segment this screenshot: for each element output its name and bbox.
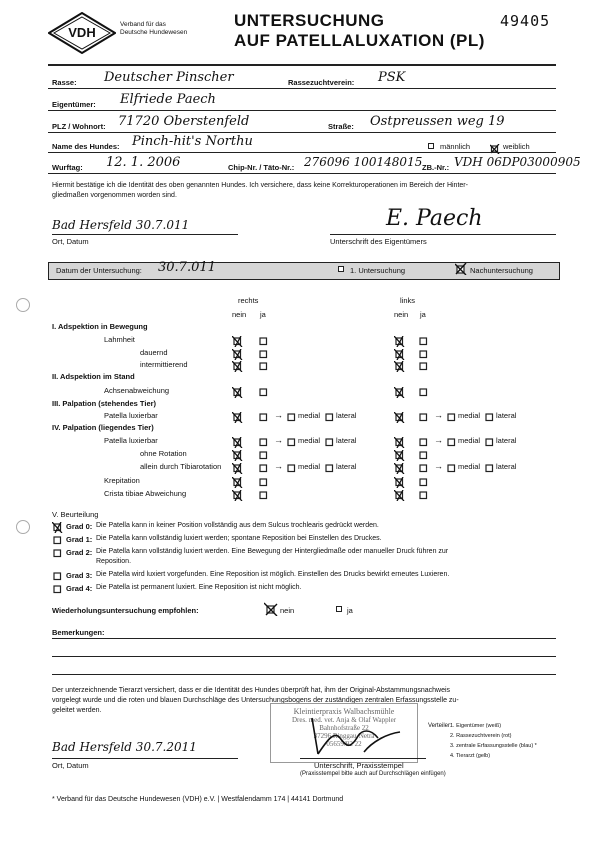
rechts-medial-label: medial xyxy=(298,436,321,445)
rechts-nein-checkbox[interactable] xyxy=(232,385,243,396)
grade-2-text: Die Patella kann vollständig luxiert werden. Eine Bewegung der Hintergliedmaße oder manueller Druck führen zur xyxy=(96,548,449,555)
grade-0-checkbox[interactable] xyxy=(52,520,63,531)
rechts-medial-checkbox[interactable] xyxy=(286,461,297,472)
grade-4-label: Grad 4: xyxy=(66,584,93,593)
maennlich-checkbox[interactable] xyxy=(428,143,434,149)
exam-date-label: Datum der Untersuchung: xyxy=(56,266,142,275)
grade-0-label: Grad 0: xyxy=(66,522,93,531)
rechts-nein-checkbox[interactable] xyxy=(232,448,243,459)
verteiler-item: 3. zentrale Erfassungsstelle (blau) * xyxy=(450,743,537,749)
rasse-label: Rasse: xyxy=(52,78,77,87)
rechts-nein-checkbox[interactable] xyxy=(232,334,243,345)
first-exam-checkbox[interactable] xyxy=(338,266,344,272)
punch-hole-bottom xyxy=(16,520,30,534)
owner-place-date-label: Ort, Datum xyxy=(52,237,89,246)
owner-signature[interactable]: E. Paech xyxy=(386,206,483,231)
grade-1-text: Die Patella kann vollständig luxiert werden; spontane Reposition bei Einstellen des Druckes. xyxy=(96,535,382,542)
links-lateral-checkbox[interactable] xyxy=(484,410,495,421)
links-medial-label: medial xyxy=(458,436,481,445)
repeat-no-checkbox[interactable] xyxy=(264,602,278,616)
rechts-arrow: → xyxy=(274,435,283,445)
follow-up-checkbox[interactable] xyxy=(455,262,467,274)
links-arrow: → xyxy=(434,435,443,445)
grid-row-label: Patella luxierbar xyxy=(104,411,158,420)
remarks-line-3 xyxy=(52,674,556,675)
rechts-nein-checkbox[interactable] xyxy=(232,347,243,358)
grade-3-label: Grad 3: xyxy=(66,571,93,580)
org-name-line2: Deutsche Hundewesen xyxy=(120,29,188,36)
follow-up-label: Nachuntersuchung xyxy=(470,266,533,275)
rechts-ja-checkbox[interactable] xyxy=(258,410,269,421)
links-ja-header: ja xyxy=(420,310,426,319)
grid-row-label: Krepitation xyxy=(104,476,140,485)
rechts-nein-checkbox[interactable] xyxy=(232,461,243,472)
form-title-line2: AUF PATELLALUXATION (PL) xyxy=(234,31,485,50)
name-label: Name des Hundes: xyxy=(52,142,120,151)
strasse-value[interactable]: Ostpreussen weg 19 xyxy=(370,114,505,129)
strasse-label: Straße: xyxy=(328,122,354,131)
plz-label: PLZ / Wohnort: xyxy=(52,122,106,131)
rechts-ja-checkbox[interactable] xyxy=(258,334,269,345)
links-nein-checkbox[interactable] xyxy=(394,334,405,345)
vet-signature-label: Unterschrift, Praxisstempel xyxy=(314,761,404,770)
grid-row-label: Patella luxierbar xyxy=(104,436,158,445)
wurftag-value[interactable]: 12. 1. 2006 xyxy=(106,155,181,170)
links-medial-label: medial xyxy=(458,411,481,420)
weiblich-checkbox[interactable] xyxy=(490,141,500,151)
form-title-line1: UNTERSUCHUNG xyxy=(234,11,385,30)
rechts-lateral-checkbox[interactable] xyxy=(324,410,335,421)
grade-2-checkbox[interactable] xyxy=(52,546,63,557)
links-arrow: → xyxy=(434,461,443,471)
declaration-line1: Hiermit bestätige ich die Identität des oben genannten Hundes. Ich versichere, dass keine Korrekturoperationen im Bereich der Hinter- xyxy=(52,182,468,189)
footer-address: * Verband für das Deutsche Hundewesen (VDH) e.V. | Westfalendamm 174 | 44141 Dortmund xyxy=(52,796,344,803)
links-nein-checkbox[interactable] xyxy=(394,488,405,499)
verteiler-item: 1. Eigentümer (weiß) xyxy=(450,723,502,729)
vdh-logo xyxy=(48,12,116,54)
links-nein-checkbox[interactable] xyxy=(394,359,405,370)
exam-date-value[interactable]: 30.7.011 xyxy=(158,260,216,275)
verteiler-label: Verteiler: xyxy=(428,723,452,729)
rechts-medial-checkbox[interactable] xyxy=(286,410,297,421)
declaration-line2: gliedmaßen vorgenommen worden sind. xyxy=(52,192,177,199)
maennlich-label: männlich xyxy=(440,142,471,151)
chip-value[interactable]: 276096 100148015 xyxy=(304,155,423,169)
rechts-lateral-label: lateral xyxy=(336,436,357,445)
links-nein-checkbox[interactable] xyxy=(394,410,405,421)
weiblich-label: weiblich xyxy=(503,142,530,151)
grid-row-label: IV. Palpation (liegendes Tier) xyxy=(52,423,154,432)
repeat-yes-label: ja xyxy=(347,606,353,615)
links-ja-checkbox[interactable] xyxy=(418,334,429,345)
vet-text-line1: Der unterzeichnende Tierarzt versichert, dass er die Identität des Hundes überprüft hat, ihm der Original-Abstammungsnachweis xyxy=(52,687,451,694)
rechts-lateral-label: lateral xyxy=(336,411,357,420)
rechts-medial-label: medial xyxy=(298,462,321,471)
rechts-ja-checkbox[interactable] xyxy=(258,475,269,486)
repeat-no-label: nein xyxy=(280,606,295,615)
zb-value[interactable]: VDH 06DP03000905 xyxy=(454,155,581,169)
zuchtverein-value[interactable]: PSK xyxy=(378,70,406,85)
grid-row-label: Achsenabweichung xyxy=(104,386,170,395)
beurteilung-title: V. Beurteilung xyxy=(52,510,99,519)
vet-place-date-label: Ort, Datum xyxy=(52,761,89,770)
logo-text: VDH xyxy=(68,25,96,40)
rechts-ja-checkbox[interactable] xyxy=(258,359,269,370)
links-lateral-checkbox[interactable] xyxy=(484,435,495,446)
grade-2-label: Grad 2: xyxy=(66,548,93,557)
wurftag-label: Wurftag: xyxy=(52,163,83,172)
rechts-ja-checkbox[interactable] xyxy=(258,448,269,459)
zuchtverein-label: Rassezuchtverein: xyxy=(288,78,355,87)
remarks-line-2 xyxy=(52,656,556,657)
rechts-ja-checkbox[interactable] xyxy=(258,385,269,396)
links-nein-header: nein xyxy=(394,310,409,319)
links-medial-label: medial xyxy=(458,462,481,471)
vet-text-line2: vorgelegt wurde und die roten und blauen Durchschläge des Untersuchungsbogens der zuständigen zentralen Erfassungsstelle zu- xyxy=(52,697,459,704)
links-nein-checkbox[interactable] xyxy=(394,347,405,358)
rechts-medial-checkbox[interactable] xyxy=(286,435,297,446)
links-arrow: → xyxy=(434,410,443,420)
rechts-lateral-checkbox[interactable] xyxy=(324,461,335,472)
links-medial-checkbox[interactable] xyxy=(446,410,457,421)
chip-label: Chip-Nr. / Täto-Nr.: xyxy=(228,163,295,172)
vet-signature[interactable] xyxy=(300,712,410,758)
eigentuemer-value[interactable]: Elfriede Paech xyxy=(120,92,216,107)
verteiler-item: 4. Tierarzt (gelb) xyxy=(450,753,491,759)
rechts-ja-checkbox[interactable] xyxy=(258,435,269,446)
links-medial-checkbox[interactable] xyxy=(446,461,457,472)
grade-1-label: Grad 1: xyxy=(66,535,93,544)
rechts-arrow: → xyxy=(274,410,283,420)
rechts-nein-checkbox[interactable] xyxy=(232,435,243,446)
plz-value[interactable]: 71720 Oberstenfeld xyxy=(118,114,250,129)
links-ja-checkbox[interactable] xyxy=(418,385,429,396)
grid-row-label: intermittierend xyxy=(140,360,188,369)
links-nein-checkbox[interactable] xyxy=(394,461,405,472)
rechts-ja-checkbox[interactable] xyxy=(258,461,269,472)
links-medial-checkbox[interactable] xyxy=(446,435,457,446)
grade-0-text: Die Patella kann in keiner Position vollständig aus dem Sulcus trochlearis gedrückt werden. xyxy=(96,522,379,529)
links-lateral-label: lateral xyxy=(496,411,517,420)
links-ja-checkbox[interactable] xyxy=(418,475,429,486)
grid-row-label: allein durch Tibiarotation xyxy=(140,462,222,471)
form-number: 49405 xyxy=(500,12,551,30)
links-ja-checkbox[interactable] xyxy=(418,461,429,472)
links-nein-checkbox[interactable] xyxy=(394,448,405,459)
eigentuemer-label: Eigentümer: xyxy=(52,100,96,109)
rechts-nein-header: nein xyxy=(232,310,247,319)
rechts-nein-checkbox[interactable] xyxy=(232,410,243,421)
name-value[interactable]: Pinch-hit's Northu xyxy=(132,134,253,149)
vet-signature-sublabel: (Praxisstempel bitte auch auf Durchschlägen einfügen) xyxy=(300,771,446,777)
links-header: links xyxy=(400,296,416,305)
links-ja-checkbox[interactable] xyxy=(418,410,429,421)
links-nein-checkbox[interactable] xyxy=(394,385,405,396)
links-ja-checkbox[interactable] xyxy=(418,347,429,358)
remarks-label: Bemerkungen: xyxy=(52,628,105,637)
links-ja-checkbox[interactable] xyxy=(418,435,429,446)
header-rule xyxy=(48,64,556,66)
grade-3-text: Die Patella wird luxiert vorgefunden. Eine Reposition ist möglich. Einstellen des Drucks bewirkt erneutes Luxieren. xyxy=(96,571,450,578)
grade-1-checkbox[interactable] xyxy=(52,533,63,544)
first-exam-label: 1. Untersuchung xyxy=(350,266,406,275)
grade-4-text: Die Patella ist permanent luxiert. Eine Reposition ist nicht möglich. xyxy=(96,584,302,591)
links-ja-checkbox[interactable] xyxy=(418,448,429,459)
repeat-yes-checkbox[interactable] xyxy=(336,606,342,612)
rechts-medial-label: medial xyxy=(298,411,321,420)
punch-hole-top xyxy=(16,298,30,312)
links-lateral-checkbox[interactable] xyxy=(484,461,495,472)
rechts-header: rechts xyxy=(238,296,259,305)
grid-row-label: ohne Rotation xyxy=(140,449,187,458)
grid-row-label: I. Adspektion in Bewegung xyxy=(52,322,148,331)
grade-2-text-cont: Reposition. xyxy=(96,558,132,565)
org-name-line1: Verband für das xyxy=(120,21,166,28)
links-nein-checkbox[interactable] xyxy=(394,475,405,486)
rechts-lateral-checkbox[interactable] xyxy=(324,435,335,446)
grid-row-label: III. Palpation (stehendes Tier) xyxy=(52,399,157,408)
grid-row-label: dauernd xyxy=(140,348,168,357)
rechts-lateral-label: lateral xyxy=(336,462,357,471)
rasse-value[interactable]: Deutscher Pinscher xyxy=(104,70,234,85)
owner-signature-label: Unterschrift des Eigentümers xyxy=(330,237,427,246)
repeat-label: Wiederholungsuntersuchung empfohlen: xyxy=(52,606,199,615)
rechts-ja-header: ja xyxy=(260,310,266,319)
vet-practice-stamp: Kleintierpraxis Walbachsmühle Dres. med. vet. Anja & Olaf Wappler Bahnhofstraße 22 37296 Ringgau-Netra 05659/92 22 xyxy=(270,703,418,763)
links-lateral-label: lateral xyxy=(496,462,517,471)
vet-text-line3: geleitet werden. xyxy=(52,707,102,714)
rechts-ja-checkbox[interactable] xyxy=(258,488,269,499)
grid-row-label: Lahmheit xyxy=(104,335,135,344)
links-nein-checkbox[interactable] xyxy=(394,435,405,446)
remarks-line-1 xyxy=(52,638,556,639)
rechts-nein-checkbox[interactable] xyxy=(232,475,243,486)
zb-label: ZB.-Nr.: xyxy=(422,163,450,172)
rechts-arrow: → xyxy=(274,461,283,471)
rechts-nein-checkbox[interactable] xyxy=(232,488,243,499)
verteiler-item: 2. Rassezuchtverein (rot) xyxy=(450,733,512,739)
rechts-ja-checkbox[interactable] xyxy=(258,347,269,358)
rechts-nein-checkbox[interactable] xyxy=(232,359,243,370)
grade-3-checkbox[interactable] xyxy=(52,569,63,580)
grade-4-checkbox[interactable] xyxy=(52,582,63,593)
grid-row-label: II. Adspektion im Stand xyxy=(52,372,135,381)
links-ja-checkbox[interactable] xyxy=(418,359,429,370)
vet-place-date-value[interactable]: Bad Hersfeld 30.7.2011 xyxy=(52,740,197,754)
owner-place-date-value[interactable]: Bad Hersfeld 30.7.011 xyxy=(52,218,190,232)
links-ja-checkbox[interactable] xyxy=(418,488,429,499)
grid-row-label: Crista tibiae Abweichung xyxy=(104,489,187,498)
links-lateral-label: lateral xyxy=(496,436,517,445)
